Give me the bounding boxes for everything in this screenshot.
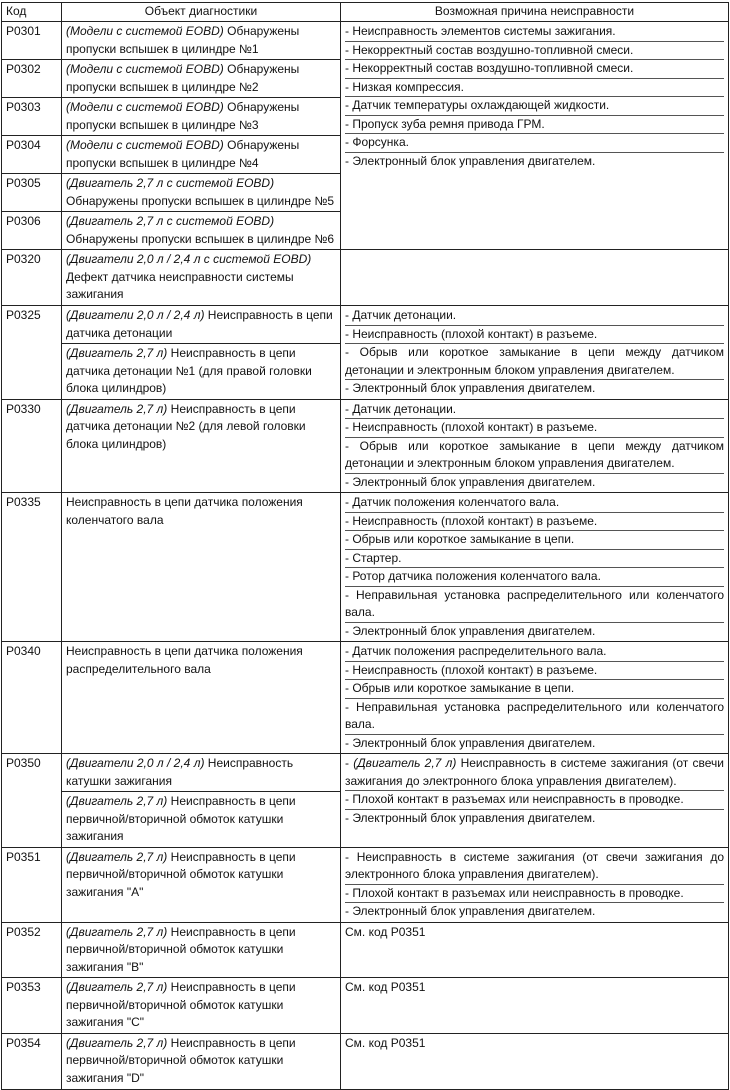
table-row [2, 642, 729, 754]
possible-causes [341, 22, 729, 250]
object-text: Неисправность катушки зажигания [66, 756, 294, 788]
table-row [2, 250, 729, 306]
dtc-code: P0302 [2, 60, 62, 98]
cause-item: - Неправильная установка распределительного или коленчатого вала. [345, 698, 724, 734]
object-text: Обнаружены пропуски вспышек в цилиндре №2 [66, 62, 300, 94]
diagnostic-object [62, 792, 341, 848]
dtc-code: P0351 [2, 847, 62, 922]
cause-item: - Стартер. [345, 549, 724, 568]
model-note: (Модели с системой EOBD) [66, 62, 224, 76]
table-header-row [2, 3, 729, 22]
cause-item: - Электронный блок управления двигателем. [345, 622, 724, 641]
table-row [2, 847, 729, 922]
object-text: Обнаружены пропуски вспышек в цилиндре №1 [66, 24, 300, 56]
object-text: Обнаружены пропуски вспышек в цилиндре №4 [66, 138, 300, 170]
object-text: Неисправность в цепи датчика положения распределительного вала [66, 644, 303, 676]
cause-text: Неисправность в системе зажигания (от свечи зажигания до электронного блока управления двигателем). [345, 756, 724, 788]
cause-item: - Некорректный состав воздушно-топливной смеси. [345, 41, 724, 60]
possible-causes [341, 978, 729, 1034]
object-text: Дефект датчика неисправности системы зажигания [66, 269, 294, 301]
see-code-reference: См. код P0351 [345, 1035, 426, 1050]
table-row [2, 493, 729, 642]
diagnostic-object [62, 642, 341, 754]
table-row [2, 306, 729, 344]
model-note: (Двигатель 2,7 л) [66, 924, 168, 939]
cause-item: - Обрыв или короткое замыкание в цепи. [345, 530, 724, 549]
diagnostic-object [62, 174, 341, 212]
cause-item: - Электронный блок управления двигателем. [345, 473, 724, 492]
cause-item: - Электронный блок управления двигателем. [345, 734, 724, 753]
table-row [2, 1033, 729, 1089]
model-note: (Модели с системой EOBD) [66, 100, 224, 114]
diagnostic-object [62, 399, 341, 493]
cause-item: - Форсунка. [345, 133, 724, 152]
dtc-code: P0304 [2, 136, 62, 174]
cause-item: - Электронный блок управления двигателем. [345, 379, 724, 398]
dtc-code: P0303 [2, 98, 62, 136]
diagnostic-object [62, 344, 341, 400]
possible-causes [341, 1033, 729, 1089]
dtc-code: P0335 [2, 493, 62, 642]
object-text: Обнаружены пропуски вспышек в цилиндре №6 [66, 231, 335, 246]
dtc-code: P0352 [2, 922, 62, 978]
cause-item: - Электронный блок управления двигателем. [345, 809, 724, 828]
cause-item: - Неисправность элементов системы зажигания. [345, 24, 616, 38]
cause-item: - Обрыв или короткое замыкание в цепи между датчиком детонации и электронным блоком управления двигателем. [345, 343, 724, 379]
model-note: (Двигатель 2,7 л) [66, 794, 168, 808]
cause-item: - Некорректный состав воздушно-топливной смеси. [345, 59, 724, 78]
dtc-code: P0306 [2, 212, 62, 250]
object-text: Неисправность в цепи датчика детонации [66, 308, 333, 340]
model-note: (Двигатели 2,0 л / 2,4 л с системой EOBD) [66, 252, 312, 266]
see-code-reference: См. код P0351 [345, 980, 426, 994]
table-row [2, 978, 729, 1034]
object-text: Неисправность в цепи первичной/вторичной обмоток катушки зажигания [66, 794, 296, 843]
diagnostic-object [62, 306, 341, 344]
dtc-code: P0350 [2, 754, 62, 848]
diagnostic-object [62, 250, 341, 306]
possible-causes [341, 250, 729, 306]
model-note: (Двигатель 2,7 л) [66, 1035, 168, 1050]
dtc-table [1, 2, 729, 1090]
dtc-code: P0330 [2, 399, 62, 493]
header-code: Код [2, 3, 62, 22]
diagnostic-object [62, 212, 341, 250]
diagnostic-object [62, 98, 341, 136]
header-object: Объект диагностики [62, 3, 341, 22]
dtc-code: P0353 [2, 978, 62, 1034]
cause-item: - Неисправность (плохой контакт) в разъеме. [345, 325, 724, 344]
possible-causes [341, 754, 729, 848]
cause-item: - Электронный блок управления двигателем. [345, 902, 724, 921]
dtc-code: P0340 [2, 642, 62, 754]
cause-item: - Электронный блок управления двигателем. [345, 152, 724, 171]
cause-item: - Датчик положения коленчатого вала. [345, 495, 560, 509]
object-text: Обнаружены пропуски вспышек в цилиндре №3 [66, 100, 300, 132]
object-text: Неисправность в цепи первичной/вторичной обмоток катушки зажигания "А" [66, 849, 296, 899]
cause-item: - Неисправность в системе зажигания (от свечи зажигания до электронного блока управления двигателем). [345, 849, 724, 881]
cause-item: - Неисправность (плохой контакт) в разъеме. [345, 661, 724, 680]
dtc-code: P0325 [2, 306, 62, 400]
dtc-code: P0354 [2, 1033, 62, 1089]
diagnostic-object [62, 493, 341, 642]
dtc-code: P0320 [2, 250, 62, 306]
cause-item: - Неправильная установка распределительного или коленчатого вала. [345, 586, 724, 622]
cause-item: - Низкая компрессия. [345, 78, 724, 97]
cause-item: - Датчик температуры охлаждающей жидкости. [345, 96, 724, 115]
dtc-code: P0301 [2, 22, 62, 60]
diagnostic-object [62, 922, 341, 978]
diagnostic-object [62, 136, 341, 174]
cause-item: - (Двигатель 2,7 л) Неисправность в системе зажигания (от свечи зажигания до электронного блока управления двигателем). [345, 756, 724, 788]
cause-item: - Датчик детонации. [345, 308, 457, 322]
object-text: Неисправность в цепи первичной/вторичной обмоток катушки зажигания "D" [66, 1035, 296, 1085]
model-note: (Двигатель 2,7 л с системой EOBD) [66, 214, 275, 228]
see-code-reference: См. код P0351 [345, 924, 426, 939]
model-note: (Двигатели 2,0 л / 2,4 л) [66, 756, 205, 770]
cause-item: - Неисправность (плохой контакт) в разъеме. [345, 512, 724, 531]
header-cause: Возможная причина неисправности [341, 3, 729, 22]
object-text: Неисправность в цепи датчика детонации №2 (для левой головки блока цилиндров) [66, 401, 306, 451]
possible-causes [341, 847, 729, 922]
model-note: (Двигатель 2,7 л) [353, 756, 457, 770]
cause-item: - Обрыв или короткое замыкание в цепи. [345, 679, 724, 698]
object-text: Неисправность в цепи первичной/вторичной обмоток катушки зажигания "С" [66, 980, 296, 1029]
model-note: (Модели с системой EOBD) [66, 138, 224, 152]
cause-item: - Ротор датчика положения коленчатого вала. [345, 567, 724, 586]
diagnostic-object [62, 978, 341, 1034]
model-note: (Двигатель 2,7 л) [66, 849, 168, 864]
model-note: (Двигатель 2,7 л) [66, 346, 168, 360]
model-note: (Двигатель 2,7 л с системой EOBD) [66, 176, 275, 190]
table-row [2, 922, 729, 978]
diagnostic-object [62, 60, 341, 98]
object-text: Обнаружены пропуски вспышек в цилиндре №5 [66, 193, 335, 208]
table-row [2, 22, 729, 60]
diagnostic-object [62, 22, 341, 60]
diagnostic-object [62, 1033, 341, 1089]
possible-causes [341, 642, 729, 754]
possible-causes [341, 306, 729, 400]
cause-item: - Плохой контакт в разъемах или неисправность в проводке. [345, 790, 724, 809]
model-note: (Двигатели 2,0 л / 2,4 л) [66, 308, 205, 322]
cause-item: - Неисправность (плохой контакт) в разъеме. [345, 418, 724, 437]
cause-item: - Обрыв или короткое замыкание в цепи между датчиком детонации и электронным блоком управления двигателем. [345, 437, 724, 473]
cause-item: - Плохой контакт в разъемах или неисправность в проводке. [345, 884, 724, 903]
dtc-code: P0305 [2, 174, 62, 212]
model-note: (Модели с системой EOBD) [66, 24, 224, 38]
cause-item: - Пропуск зуба ремня привода ГРМ. [345, 115, 724, 134]
cause-item: - Датчик детонации. [345, 401, 457, 416]
object-text: Неисправность в цепи датчика положения коленчатого вала [66, 495, 303, 527]
cause-item: - Датчик положения распределительного вала. [345, 644, 607, 658]
possible-causes [341, 493, 729, 642]
object-text: Неисправность в цепи первичной/вторичной обмоток катушки зажигания "В" [66, 924, 296, 974]
model-note: (Двигатель 2,7 л) [66, 401, 168, 416]
possible-causes [341, 399, 729, 493]
diagnostic-object [62, 847, 341, 922]
possible-causes [341, 922, 729, 978]
object-text: Неисправность в цепи датчика детонации №1 (для правой головки блока цилиндров) [66, 346, 312, 395]
table-row [2, 754, 729, 792]
model-note: (Двигатель 2,7 л) [66, 980, 168, 994]
diagnostic-object [62, 754, 341, 792]
table-row [2, 399, 729, 493]
